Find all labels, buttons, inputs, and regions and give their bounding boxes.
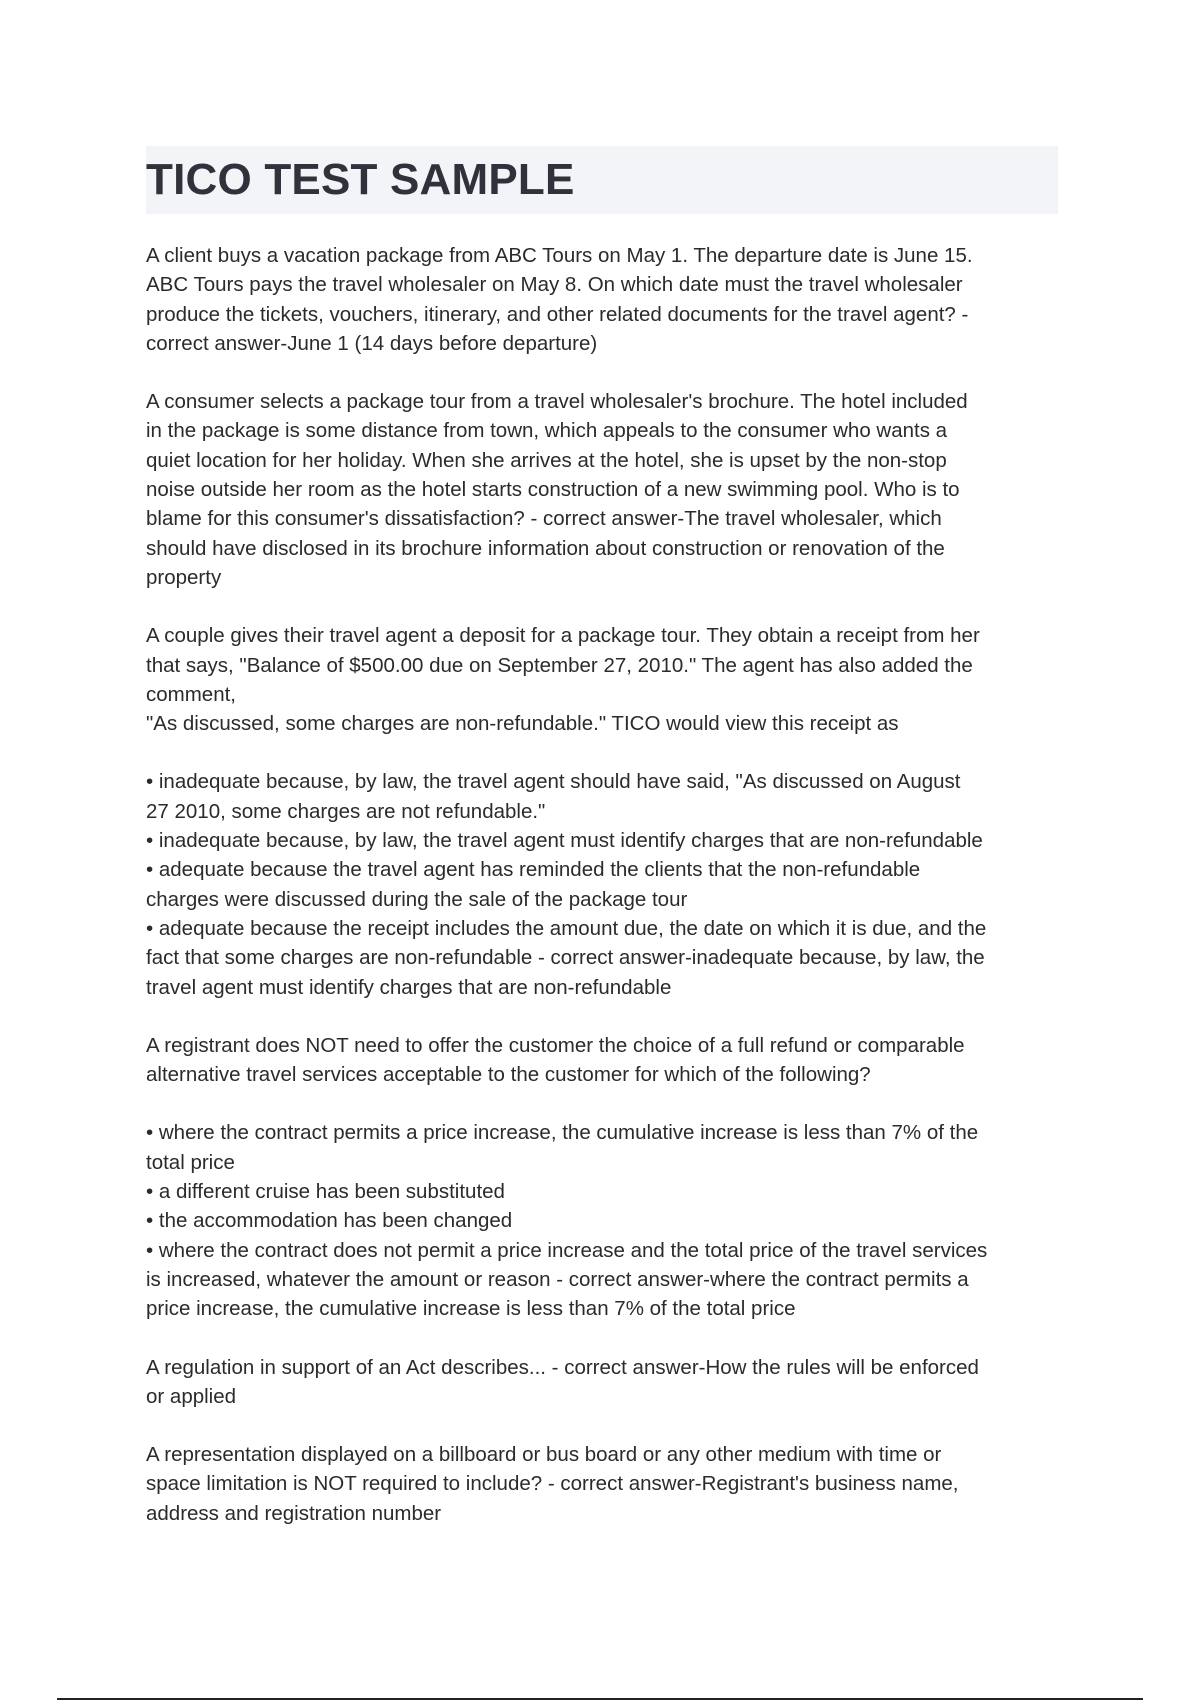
text-line: • a different cruise has been substituted: [146, 1180, 505, 1204]
text-line: in the package is some distance from town, which appeals to the consumer who wants a: [146, 419, 948, 443]
text-line: produce the tickets, vouchers, itinerary, and other related documents for the travel agent? -: [146, 302, 969, 326]
text-line: alternative travel services acceptable to the customer for which of the following?: [146, 1063, 871, 1087]
paragraph: [146, 387, 1058, 592]
text-line: • where the contract does not permit a price increase and the total price of the travel services: [146, 1238, 988, 1262]
text-line: • where the contract permits a price increase, the cumulative increase is less than 7% of the: [146, 1121, 979, 1145]
text-line: fact that some charges are non-refundable - correct answer-inadequate because, by law, the: [146, 946, 985, 970]
paragraph: [146, 767, 1058, 1001]
text-line: charges were discussed during the sale of the package tour: [146, 887, 688, 911]
text-line: noise outside her room as the hotel starts construction of a new swimming pool. Who is to: [146, 478, 960, 502]
text-line: or applied: [146, 1384, 237, 1408]
text-line: correct answer-June 1 (14 days before departure): [146, 331, 598, 355]
text-line: travel agent must identify charges that are non-refundable: [146, 975, 672, 999]
text-line: that says, "Balance of $500.00 due on September 27, 2010." The agent has also added the: [146, 653, 973, 677]
text-line: blame for this consumer's dissatisfaction? - correct answer-The travel wholesaler, which: [146, 507, 942, 531]
text-line: • the accommodation has been changed: [146, 1209, 513, 1233]
text-line: space limitation is NOT required to include? - correct answer-Registrant's business name,: [146, 1472, 959, 1496]
text-line: • inadequate because, by law, the travel agent must identify charges that are non-refundable: [146, 829, 983, 853]
text-line: A consumer selects a package tour from a travel wholesaler's brochure. The hotel included: [146, 390, 968, 414]
text-line: is increased, whatever the amount or reason - correct answer-where the contract permits a: [146, 1267, 969, 1291]
text-line: A representation displayed on a billboard or bus board or any other medium with time or: [146, 1443, 942, 1467]
document-page: [146, 146, 1058, 1557]
text-line: should have disclosed in its brochure information about construction or renovation of the: [146, 536, 945, 560]
paragraph: [146, 621, 1058, 738]
text-line: A client buys a vacation package from ABC Tours on May 1. The departure date is June 15.: [146, 244, 973, 267]
text-line: comment,: [146, 682, 236, 706]
text-line: property: [146, 565, 222, 589]
text-line: A couple gives their travel agent a deposit for a package tour. They obtain a receipt from her: [146, 624, 980, 648]
document-body: [146, 241, 1058, 1528]
text-line: ABC Tours pays the travel wholesaler on May 8. On which date must the travel wholesaler: [146, 273, 963, 297]
paragraph: [146, 1118, 1058, 1323]
page-title: TICO TEST SAMPLE: [146, 155, 575, 204]
text-line: price increase, the cumulative increase is less than 7% of the total price: [146, 1297, 796, 1321]
text-line: • adequate because the travel agent has reminded the clients that the non-refundable: [146, 858, 921, 882]
paragraph: [146, 1440, 1058, 1528]
text-line: total price: [146, 1150, 235, 1174]
text-line: 27 2010, some charges are not refundable.": [146, 799, 546, 823]
text-line: • adequate because the receipt includes the amount due, the date on which it is due, and the: [146, 916, 987, 940]
paragraph: [146, 1353, 1058, 1412]
text-line: "As discussed, some charges are non-refundable." TICO would view this receipt as: [146, 712, 899, 736]
text-line: A regulation in support of an Act describes... - correct answer-How the rules will be enforced: [146, 1355, 979, 1379]
paragraph: [146, 241, 1058, 358]
text-line: • inadequate because, by law, the travel agent should have said, "As discussed on August: [146, 770, 961, 794]
text-line: quiet location for her holiday. When she arrives at the hotel, she is upset by the non-stop: [146, 448, 947, 472]
text-line: address and registration number: [146, 1501, 442, 1525]
text-line: A registrant does NOT need to offer the customer the choice of a full refund or comparable: [146, 1033, 965, 1057]
paragraph: [146, 1031, 1058, 1090]
title-banner: [146, 146, 1058, 214]
